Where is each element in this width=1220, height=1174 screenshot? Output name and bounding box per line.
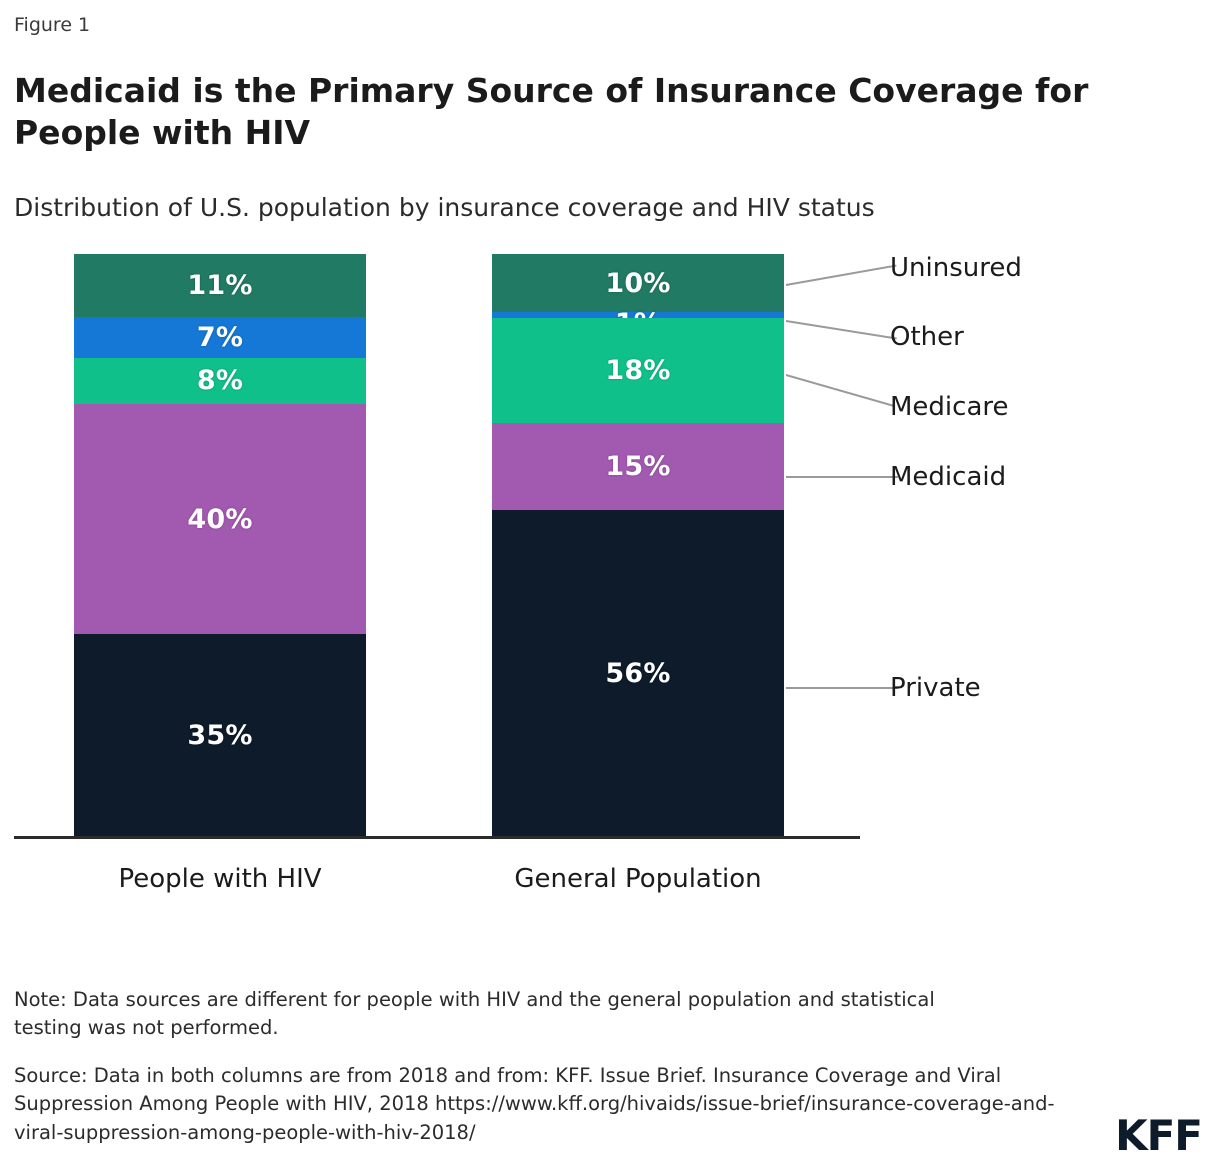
leader-line-other	[786, 320, 897, 339]
segment-value-label: 10%	[605, 267, 671, 299]
legend-label-uninsured: Uninsured	[890, 253, 1022, 283]
figure-label: Figure 1	[14, 14, 91, 36]
x-axis-line	[14, 836, 860, 839]
segment-value-label: 40%	[187, 503, 253, 535]
segment-medicare	[74, 358, 366, 404]
leader-line-uninsured	[786, 265, 897, 286]
segment-other	[74, 317, 366, 357]
segment-uninsured	[492, 254, 784, 312]
legend-label-medicaid: Medicaid	[890, 462, 1007, 492]
segment-private	[492, 510, 784, 836]
segment-value-label: 15%	[605, 450, 671, 482]
segment-value-label: 35%	[187, 719, 253, 751]
chart-note: Note: Data sources are different for people with HIV and the general population and statistical testing was not performed.	[14, 988, 935, 1040]
chart-subtitle: Distribution of U.S. population by insurance coverage and HIV status	[14, 193, 875, 222]
legend-label-medicare: Medicare	[890, 392, 1009, 422]
x-tick-label-general-population: General Population	[514, 864, 762, 894]
bar-column-people-with-hiv	[74, 254, 366, 836]
segment-medicare	[492, 318, 784, 423]
segment-value-label: 11%	[187, 270, 253, 302]
page-title: Medicaid is the Primary Source of Insurance Coverage for People with HIV	[14, 71, 1089, 153]
leader-line-medicare	[786, 374, 894, 407]
chart-plot-area	[0, 240, 1220, 894]
segment-uninsured	[74, 254, 366, 317]
leader-line-medicaid	[786, 476, 898, 478]
chart-source: Source: Data in both columns are from 2018 and from: KFF. Issue Brief. Insurance Coverage and Viral Suppression Among People with HIV, 2018 https://www.kff.org/hivaids/issue-brief/insurance-coverage-and-viral-suppression-among-people-with-hiv-2018/	[14, 1064, 1055, 1144]
segment-value-label: 56%	[605, 657, 671, 689]
bar-column-general-population	[492, 254, 784, 836]
legend-label-other: Other	[890, 322, 964, 352]
segment-medicaid	[74, 404, 366, 635]
segment-value-label: 18%	[605, 354, 671, 386]
segment-medicaid	[492, 423, 784, 510]
kff-logo: KFF	[1115, 1111, 1202, 1160]
segment-value-label: 8%	[196, 365, 244, 397]
x-tick-label-people-with-hiv: People with HIV	[118, 864, 322, 894]
leader-line-private	[786, 687, 898, 689]
segment-private	[74, 634, 366, 836]
legend-label-private: Private	[890, 673, 981, 703]
segment-value-label: 7%	[196, 322, 244, 354]
